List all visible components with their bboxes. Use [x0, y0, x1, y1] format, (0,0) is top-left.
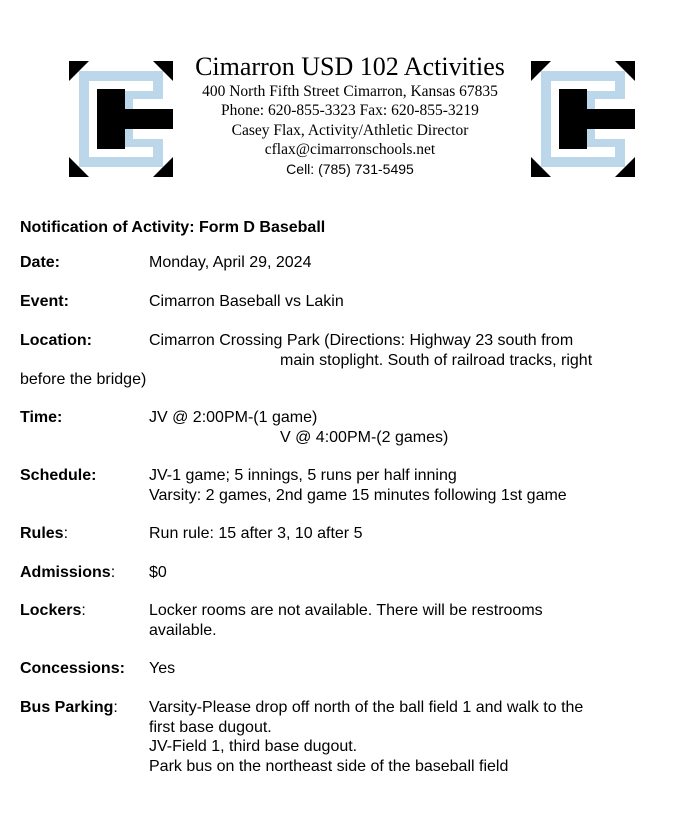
event-value: Cimarron Baseball vs Lakin: [149, 293, 344, 310]
time-line-1: JV @ 2:00PM-(1 game): [149, 409, 318, 426]
concessions-value: Yes: [149, 660, 176, 677]
rules-label: Rules: [20, 525, 64, 542]
bus-parking-line-4: Park bus on the northeast side of the baseball field: [149, 757, 509, 775]
letterhead-address: 400 North Fifth Street Cimarron, Kansas 67835: [202, 83, 498, 100]
lockers-colon: :: [81, 602, 86, 619]
rules-value: Run rule: 15 after 3, 10 after 5: [149, 525, 363, 542]
time-label: Time:: [20, 409, 63, 426]
lockers-label: Lockers: [20, 602, 82, 619]
date-value: Monday, April 29, 2024: [149, 254, 312, 271]
letterhead-cell: Cell: (785) 731-5495: [286, 161, 414, 177]
bus-parking-line-2: first base dugout.: [149, 718, 272, 736]
schedule-line-2: Varsity: 2 games, 2nd game 15 minutes following 1st game: [149, 486, 567, 504]
schedule-label: Schedule:: [20, 467, 97, 484]
date-label: Date:: [20, 254, 61, 271]
concessions-label: Concessions:: [20, 660, 125, 677]
location-line-2: main stoplight. South of railroad tracks, right: [280, 351, 593, 369]
bus-parking-label: Bus Parking: [20, 699, 114, 716]
admissions-value: $0: [149, 564, 167, 581]
letterhead-phone-fax: Phone: 620-855-3323 Fax: 620-855-3219: [221, 102, 479, 119]
bus-parking-colon: :: [113, 699, 118, 716]
cimarron-c-logo-left: [69, 61, 173, 177]
event-label: Event:: [20, 293, 69, 310]
location-line-1: Cimarron Crossing Park (Directions: Highway 23 south from: [149, 332, 574, 349]
admissions-label: Admissions: [20, 564, 111, 581]
location-label: Location:: [20, 332, 92, 349]
notice-heading: Notification of Activity: Form D Baseball: [20, 219, 326, 236]
rules-colon: :: [63, 525, 69, 542]
letterhead-director: Casey Flax, Activity/Athletic Director: [231, 122, 469, 139]
schedule-line-1: JV-1 game; 5 innings, 5 runs per half inning: [149, 467, 457, 484]
admissions-colon: :: [110, 564, 116, 581]
bus-parking-line-1: Varsity-Please drop off north of the ball field 1 and walk to the: [149, 699, 584, 716]
time-line-2: V @ 4:00PM-(2 games): [280, 428, 449, 446]
location-line-3: before the bridge): [20, 371, 147, 388]
lockers-line-2: available.: [149, 621, 217, 639]
letterhead-email: cflax@cimarronschools.net: [264, 141, 436, 158]
letterhead-title: Cimarron USD 102 Activities: [195, 52, 505, 81]
bus-parking-line-3: JV-Field 1, third base dugout.: [149, 738, 358, 755]
lockers-line-1: Locker rooms are not available. There will be restrooms: [149, 602, 543, 619]
cimarron-c-logo-right: [531, 61, 635, 177]
